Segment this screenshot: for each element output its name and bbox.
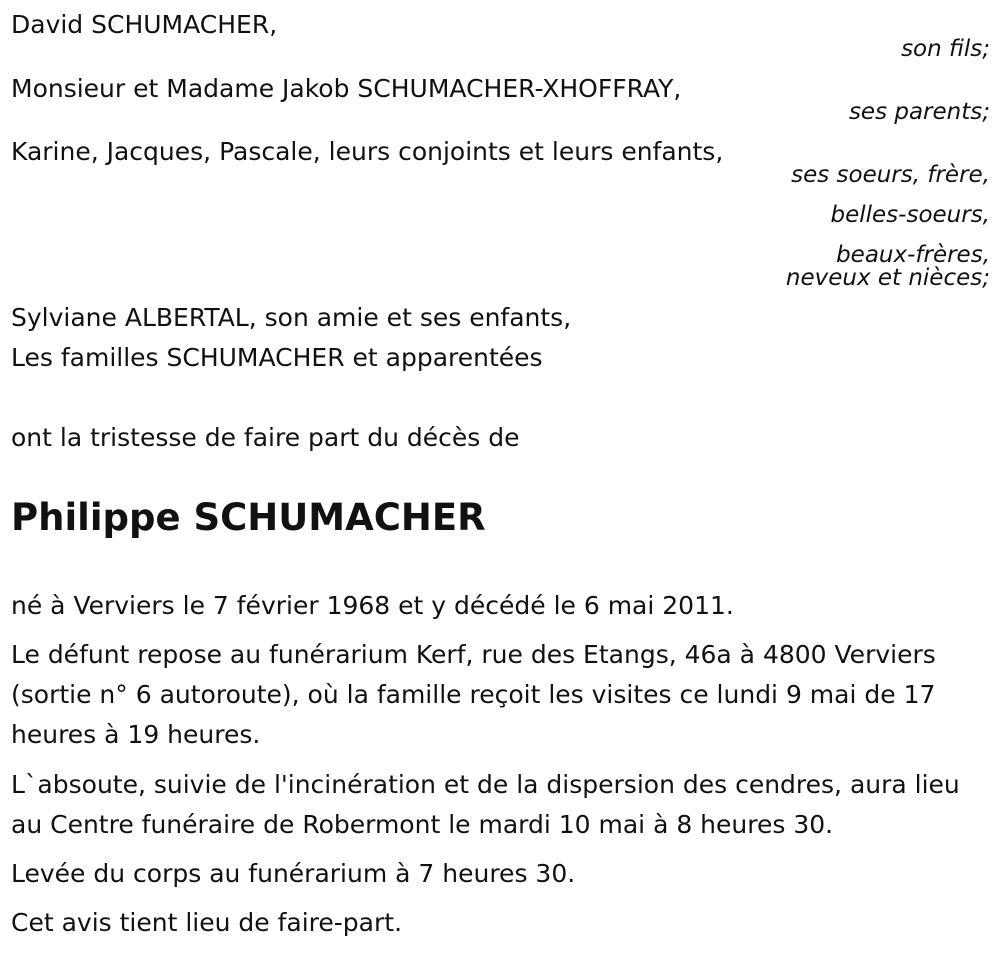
paragraph-ceremony: L`absoute, suivie de l'incinération et de la dispersion des cendres, aura lieu au Centre funéraire de Robermont le mardi 10 mai à 8 heures 30. [11, 770, 960, 839]
family-line-son: David SCHUMACHER, [11, 10, 278, 39]
relation-siblings-1: ses soeurs, frère, [791, 162, 990, 188]
announcement: ont la tristesse de faire part du décès de [11, 423, 520, 452]
family-line-siblings: Karine, Jacques, Pascale, leurs conjoints et leurs enfants, [11, 137, 724, 166]
other-line-friend: Sylviane ALBERTAL, son amie et ses enfants, [11, 303, 572, 332]
paragraph-birth-death: né à Verviers le 7 février 1968 et y décédé le 6 mai 2011. [11, 591, 734, 620]
paragraph-funerarium: Le défunt repose au funérarium Kerf, rue des Etangs, 46a à 4800 Verviers (sortie n° 6 autoroute), où la famille reçoit les visites ce lundi 9 mai de 17 heures à 19 heures. [11, 640, 936, 749]
other-line-families: Les familles SCHUMACHER et apparentées [11, 343, 543, 372]
relation-son: son fils; [901, 36, 990, 62]
relation-siblings-3: beaux-frères, [836, 242, 990, 268]
family-line-parents: Monsieur et Madame Jakob SCHUMACHER-XHOFFRAY, [11, 74, 682, 103]
paragraph-notice: Cet avis tient lieu de faire-part. [11, 908, 403, 937]
paragraph-body-removal: Levée du corps au funérarium à 7 heures 30. [11, 859, 576, 888]
relation-siblings-4: neveux et nièces; [785, 265, 990, 291]
deceased-name: Philippe SCHUMACHER [11, 496, 486, 539]
relation-parents: ses parents; [848, 99, 990, 125]
relation-siblings-2: belles-soeurs, [830, 202, 990, 228]
